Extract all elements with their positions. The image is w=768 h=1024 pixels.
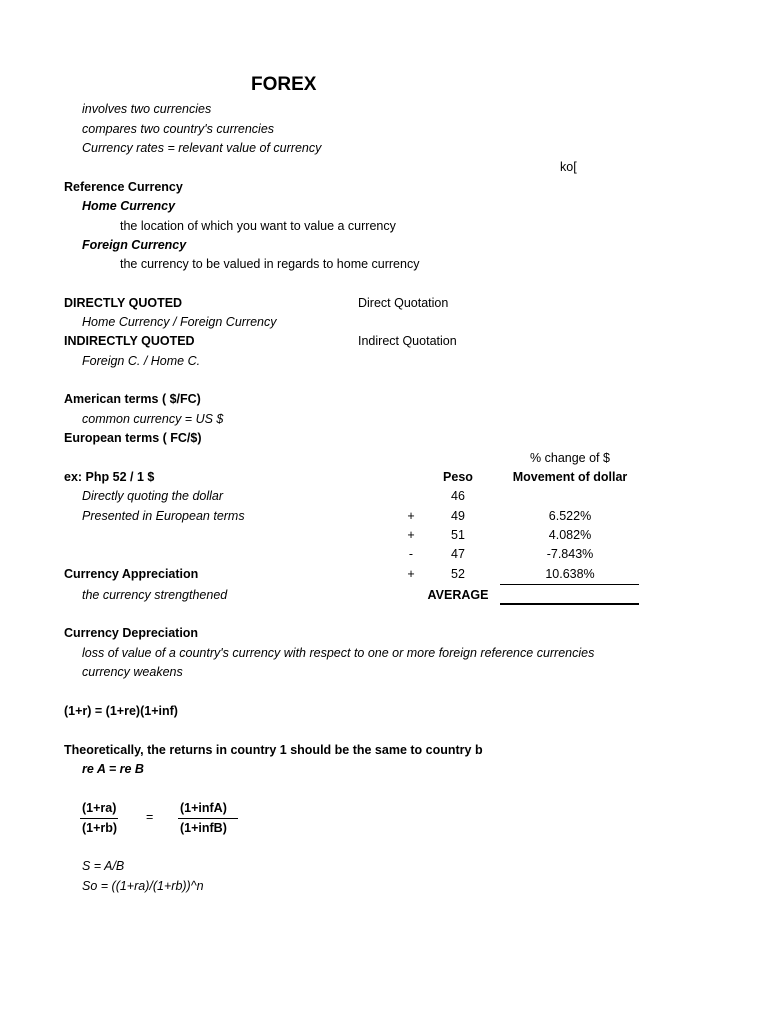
intro-line-2: compares two country's currencies xyxy=(82,122,275,136)
s-equation: S = A/B xyxy=(82,859,125,873)
example-note-1: Directly quoting the dollar xyxy=(82,489,224,503)
row-peso: 52 xyxy=(451,567,465,581)
foreign-currency-desc: the currency to be valued in regards to home currency xyxy=(120,257,420,271)
american-terms-note: common currency = US $ xyxy=(82,412,224,426)
pct-change-header: % change of $ xyxy=(530,451,610,465)
indirectly-quoted-heading: INDIRECTLY QUOTED xyxy=(64,334,195,348)
peso-column-header: Peso xyxy=(443,470,473,484)
appreciation-desc: the currency strengthened xyxy=(82,588,228,602)
indirect-quotation-label: Indirect Quotation xyxy=(358,334,457,348)
movement-column-header: Movement of dollar xyxy=(512,470,628,484)
reference-heading: Reference Currency xyxy=(64,180,183,194)
row-pct: 6.522% xyxy=(548,509,592,523)
row-peso: 46 xyxy=(451,489,465,503)
so-equation: So = ((1+ra)/(1+rb))^n xyxy=(82,879,204,893)
fraction-left-denominator: (1+rb) xyxy=(82,821,118,835)
row-peso: 49 xyxy=(451,509,465,523)
row-peso: 51 xyxy=(451,528,465,542)
table-average-rule xyxy=(500,603,639,605)
home-currency-desc: the location of which you want to value a currency xyxy=(120,219,396,233)
indirect-formula: Foreign C. / Home C. xyxy=(82,354,201,368)
row-pct: 10.638% xyxy=(545,567,595,581)
stray-note: ko[ xyxy=(560,160,577,174)
home-currency-label: Home Currency xyxy=(82,199,176,213)
american-terms: American terms ( $/FC) xyxy=(64,392,201,406)
fisher-equation: (1+r) = (1+re)(1+inf) xyxy=(64,704,178,718)
table-total-rule xyxy=(500,584,639,585)
fraction-equals: = xyxy=(146,810,154,824)
row-pct: 4.082% xyxy=(548,528,592,542)
fraction-left-numerator: (1+ra) xyxy=(82,801,117,815)
re-equation: re A = re B xyxy=(82,762,144,776)
row-sign: + xyxy=(407,567,415,581)
row-pct: -7.843% xyxy=(546,547,594,561)
direct-quotation-label: Direct Quotation xyxy=(358,296,449,310)
appreciation-heading: Currency Appreciation xyxy=(64,567,199,581)
intro-line-3: Currency rates = relevant value of currency xyxy=(82,141,322,155)
directly-quoted-heading: DIRECTLY QUOTED xyxy=(64,296,183,310)
row-sign: + xyxy=(407,509,415,523)
european-terms: European terms ( FC/$) xyxy=(64,431,202,445)
depreciation-desc-2: currency weakens xyxy=(82,665,183,679)
row-peso: 47 xyxy=(451,547,465,561)
depreciation-heading: Currency Depreciation xyxy=(64,626,199,640)
theory-statement: Theoretically, the returns in country 1 should be the same to country b xyxy=(64,743,483,757)
intro-line-1: involves two currencies xyxy=(82,102,212,116)
row-sign: - xyxy=(408,547,414,561)
average-label: AVERAGE xyxy=(427,588,489,602)
fraction-right-denominator: (1+infB) xyxy=(180,821,227,835)
foreign-currency-label: Foreign Currency xyxy=(82,238,187,252)
fraction-right-bar xyxy=(178,818,238,819)
example-note-2: Presented in European terms xyxy=(82,509,245,523)
example-label: ex: Php 52 / 1 $ xyxy=(64,470,155,484)
fraction-right-numerator: (1+infA) xyxy=(180,801,227,815)
row-sign: + xyxy=(407,528,415,542)
depreciation-desc-1: loss of value of a country's currency with respect to one or more foreign reference currencies xyxy=(82,646,595,660)
direct-formula: Home Currency / Foreign Currency xyxy=(82,315,277,329)
fraction-left-bar xyxy=(80,818,118,819)
page-title: FOREX xyxy=(251,74,317,95)
